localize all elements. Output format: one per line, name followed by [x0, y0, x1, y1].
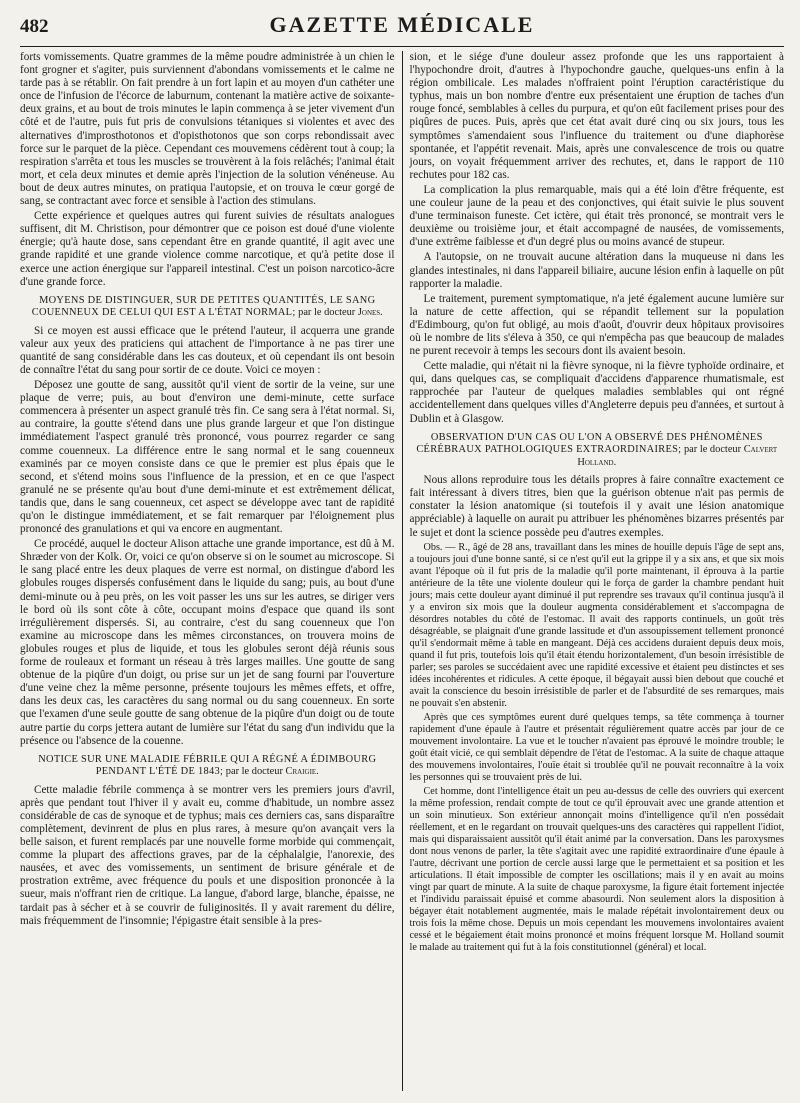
paragraph: Nous allons reproduire tous les détails propres à faire connaître exactement ce fait intéressant à divers titres, bien que la guérison obtenue n'ait pas permis de constater la lésion anatomique (si toutefois il y avait une lésion anatomique appréciable) à laquelle on aurait pu attribuer les phénomènes bizarres présentés par le sujet et dont la science possède peu d'autres exemples.	[409, 474, 784, 539]
article-author: Calvert Holland.	[577, 444, 778, 468]
paragraph: Cette maladie fébrile commença à se montrer vers les premiers jours d'avril, après que pendant tout l'hiver il y avait eu, comme d'habitude, un nombre assez considérable de cas de synoque et de typhus; mais ces derniers cas, sans disparaître complètement, devinrent de plus en plus rares, à mesure qu'on avançait vers la belle saison, et furent remplacés par une nouvelle forme morbide qui commençait, comme la plupart des affections graves, par de la céphalalgie, l'anorexie, des nausées, et avec des vomissements, un sentiment de brisure générale et de prostration extrême, avec fréquence du pouls et une disposition prononcée à la sueur, mais n'offrant rien de critique. La langue, d'abord large, blanche, épaisse, ne tardait pas à sécher et à se couvrir de fuliginosités. Il y avait rarement du délire, mais fréquemment de l'insomnie; l'épigastre était sensible à la pres-	[20, 783, 395, 927]
paragraph: Le traitement, purement symptomatique, n'a jeté également aucune lumière sur la nature de cette affection, qui se répandit tellement sur la population d'Edimbourg, qu'on fut obligé, au mois d'août, d'ouvrir deux hôpitaux provisoires où le nombre de lits s'éleva à 350, ce qui n'empêcha pas que beaucoup de malades ne purent recevoir à temps les secours dont ils avaient besoin.	[409, 292, 784, 358]
article-author: Craigie.	[285, 766, 319, 778]
paragraph: sion, et le siége d'une douleur assez profonde que les uns rapportaient à l'hypochondre droit, d'autres à l'hypochondre gauche, quelques-uns enfin à la région ombilicale. Les malades n'offraient point l'éruption caractéristique du typhus, mais un bon nombre d'entre eux présentaient une éruption de taches d'un rouge foncé, semblables à celles du purpura, et qu'on eût facilement prises pour des piqûres de puces. Puis, après que cet état avait duré cinq ou six jours, tous les symptômes s'amendaient sous l'influence du traitement ou d'une diaphorèse spontanée, et l'appétit revenait. Mais, après une convalescence de trois ou quatre jours, on voyait fréquemment arriver des rechutes, et, dans le rapport de 110 rechutes pour 182 cas.	[409, 51, 784, 181]
paragraph: Déposez une goutte de sang, aussitôt qu'il vient de sortir de la veine, sur une plaque de verre; puis, au bout d'environ une demi-minute, cette surface commencera à présenter un aspect granulé très fin. Ce sang sera à l'état normal. Si, au contraire, la goutte s'étend dans une plus grande largeur et que l'on distingue immédiatement l'aspect granulé très prononcé, vous pourrez regarder ce sang comme couenneux. La différence entre le sang normal et le sang couenneux examinés par ce moyen consiste dans ce que le premier est plus épais que le second, et s'étend moins sous l'influence de la pression, et en ce que l'aspect granulé ne se présente qu'au bout d'une demi-minute et est extrêmement délicat, tandis que, dans le sang couenneux, cet aspect se développe avec tant de rapidité qu'on le distingue immédiatement, et se fait remarquer par l'éloignement plus prononcé des granulations et qui va encore en augmentant.	[20, 379, 395, 536]
paragraph: Après que ces symptômes eurent duré quelques temps, sa tête commença à tourner rapidement d'une épaule à l'autre et présentait régulièrement quatre accès par jour de ce mouvement involontaire. La vue et le toucher n'avaient pas éprouvé le moindre trouble; le goût était vicié, ce qui semblait dépendre de l'état de l'estomac. A la suite de chaque attaque des mouvemens involontaires, l'ouïe était si troublée qu'il ne pouvait reconnaître à la voix les personnes qui se trouvaient près de lui.	[409, 711, 784, 783]
page-header	[20, 12, 784, 46]
paragraph: forts vomissements. Quatre grammes de la même poudre administrée à un chien le font grogner et s'agiter, puis surviennent d'abondans vomissements et le calme ne tarde pas à se rétablir. On fait prendre à un fort lapin et au moyen d'un cathéter une once de l'infusion de l'écorce de laburnum, contenant la matière active de soixante-deux grains, et au bout de trois minutes le lapin commença à se jeter vivement d'un côté et de l'autre, puis fut pris de convulsions tétaniques si violentes et avec des alternatives d'improsthotonos et d'opisthotonos que son corps rebondissait avec force sur le parquet de la pièce. Cependant ces mouvemens cédèrent tout à coup; la respiration s'arrêta et tous les muscles se trouvèrent à la fois relâchés; l'animal était mort, et cela deux minutes et demie après l'injection de la solution vénéneuse. Au bout de deux autres minutes, on pratiqua l'autopsie, et on trouva le cœur gorgé de sang, se contractant avec force et sensible à l'action des stimulans.	[20, 51, 395, 208]
article-title: OBSERVATION D'UN CAS OU L'ON A OBSERVÉ DES PHÉNOMÈNES CÉRÉBRAUX PATHOLOGIQUES EXTRAORDINAIRES;	[416, 431, 763, 456]
left-column	[20, 51, 402, 1091]
paragraph: Obs. — R., âgé de 28 ans, travaillant dans les mines de houille depuis l'âge de sept ans, a toujours joui d'une bonne santé, si ce n'est qu'il eut la grippe il y a six ans, et que six mois avant l'époque où il fut pris de la maladie qu'il porte maintenant, il éprouva à la partie antérieure de la tête une violente douleur qui le força de garder la chambre pendant huit jours; mais cette douleur ayant diminué il put reprendre ses travaux qu'il continua jusqu'à il y a environ six mois que la douleur augmenta considérablement et s'accompagna de désordres notables du côté de l'estomac. Il avait des rapports continuels, un goût très désagréable, se plaignait d'une grande lassitude et d'un assoupissement tellement prononcé qu'il s'endormait même à table en mangeant. Déjà ces accidens duraient depuis deux mois, quand il fut pris, toutefois lois qu'il était étendu horizontalement, d'un besoin irrésistible de parler; ses paroles se succédaient avec une rapidité excessive et étaient peu distinctes et ses idées incohérentes et ridicules. A cette époque, il bégayait aussi bien debout que couché et avait la conscience du besoin irrésistible de parler et de l'absurdité de ses remarques, mais ne pouvait s'en abstenir.	[409, 541, 784, 709]
header-rule	[20, 46, 784, 47]
article-byline: par le docteur	[225, 766, 283, 778]
article-heading-craigie	[20, 754, 395, 779]
article-byline: par le docteur	[683, 444, 742, 456]
columns	[20, 51, 784, 1091]
paragraph: La complication la plus remarquable, mais qui a été loin d'être fréquente, est une couleur jaune de la peau et des conjonctives, qui était suivie le plus souvent d'une terminaison funeste. Cet ictère, qui était très prononcé, se montrait vers le deuxième ou troisième jour, et était accompagné de nausées, de vomissements, d'une extrême faiblesse et d'un degré plus ou moins avancé de stupeur.	[409, 183, 784, 249]
right-column	[403, 51, 785, 1091]
article-title: NOTICE SUR UNE MALADIE FÉBRILE QUI A RÉGNÉ A ÉDIMBOURG PENDANT L'ÉTÉ DE 1843;	[38, 753, 377, 778]
article-heading-holland	[410, 432, 785, 470]
journal-title: GAZETTE MÉDICALE	[269, 12, 535, 37]
article-author: Jones.	[357, 307, 383, 319]
article-heading-jones	[20, 295, 395, 320]
page-number: 482	[20, 16, 49, 37]
paragraph: A l'autopsie, on ne trouvait aucune altération dans la muqueuse ni dans les glandes intestinales, ni dans l'appareil biliaire, aucune lésion enfin à laquelle on pût rapporter la maladie.	[409, 251, 784, 290]
article-title: MOYENS DE DISTINGUER, SUR DE PETITES QUANTITÉS, LE SANG COUENNEUX DE CELUI QUI EST A L'ÉTAT NORMAL;	[31, 294, 376, 319]
article-byline: par le docteur	[298, 307, 356, 319]
paragraph: Si ce moyen est aussi efficace que le prétend l'auteur, il acquerra une grande valeur aux yeux des praticiens qui attachent de l'importance à ne pas tirer une quantité de sang considérable dans les cas douteux, et où cependant ils ont besoin de connaître l'état du sang pour sortir de ce doute. Voici ce moyen :	[20, 324, 395, 376]
paragraph: Cet homme, dont l'intelligence était un peu au-dessus de celle des ouvriers qui exercent la même profession, rendait compte de tout ce qu'il éprouvait avec une grande attention et un soin minutieux. Son extérieur annonçait moins d'intelligence qu'il n'en possédait réellement, et en le regardant on trouvait quelques-uns des caractères qui rappellent l'idiot, mais qui disparaissaient aussitôt qu'il était animé par la conversation. Dans les paroxysmes dont nous venons de parler, la tête s'agitait avec une rapidité extraordinaire d'une épaule à l'autre, décrivant une portion de cercle aussi large que le permettaient et sa position et les articulations. Il était impossible de compter les oscillations; mais il y en avait au moins vingt par quart de minute. A la suite de chaque paroxysme, la figure était fortement injectée et l'individu paraissait épuisé et comme abasourdi. Non seulement alors la disposition à bégayer était notablement augmentée, mais le malade répétait involontairement deux ou trois fois la même chose. Depuis un mois cependant les mouvemens involontaires avaient cessé et le bégaiement était moins prononcé et moins fréquent lorsque M. Holland soumit le malade au traitement qui fut à la fois constitutionnel (général) et local.	[409, 785, 784, 953]
paragraph: Cette maladie, qui n'était ni la fièvre synoque, ni la fièvre typhoïde ordinaire, et qui, dans quelques cas, se compliquait d'accidens d'apparence rhumatismale, est rapprochée par l'auteur de quelques maladies semblables qui ont régné accidentellement dans quelques villes d'Angleterre depuis peu d'années, et surtout à Dublin et à Glasgow.	[409, 360, 784, 425]
paragraph: Cette expérience et quelques autres qui furent suivies de résultats analogues suffisent, dit M. Christison, pour démontrer que ce poison est doué d'une violente énergie; qu'à haute dose, sans cependant être en grande quantité, il agit avec une grande rapidité et une grande violence comme narcotique, et qu'à petite dose il exerce une action énergique sur l'appareil intestinal. C'est un poison narcotico-âcre d'une grande force.	[20, 210, 395, 288]
paragraph: Ce procédé, auquel le docteur Alison attache une grande importance, est dû à M. Shræder von der Kolk. Or, voici ce qu'on observe si on le soumet au microscope. Si le sang placé entre les deux plaques de verre est normal, on distingue d'abord les globules rouges dispersés confusément dans le liquide du sang; puis, au bout d'une demi-minute ou à peu près, on les voit passer les uns sur les autres, se diriger vers le bord où ils sont côte à côte, occupant moins d'espace que quand ils sont irrégulièrement dispersés. Si, au contraire, c'est du sang couenneux que l'on examine au microscope dans les mêmes circonstances, on trouvera moins de globules rouges et plus de liquide, et tous les globules seront déjà réunis sous forme de rouleaux et formant un réseau à très larges mailles. Une goutte de sang obtenue de la piqûre d'un doigt, ou prise sur un jet de sang fourni par l'ouverture d'une veine chez la même personne, présente toujours les mêmes effets, et offre, dans les deux cas, les caractères du sang normal ou du sang couenneux. En sorte que l'examen d'une seule goutte de sang obtenue de la piqûre d'un doigt ou de toute autre partie du corps jettera autant de lumière sur l'état du sang d'un individu que la présence ou l'absence de la couenne.	[20, 538, 395, 747]
